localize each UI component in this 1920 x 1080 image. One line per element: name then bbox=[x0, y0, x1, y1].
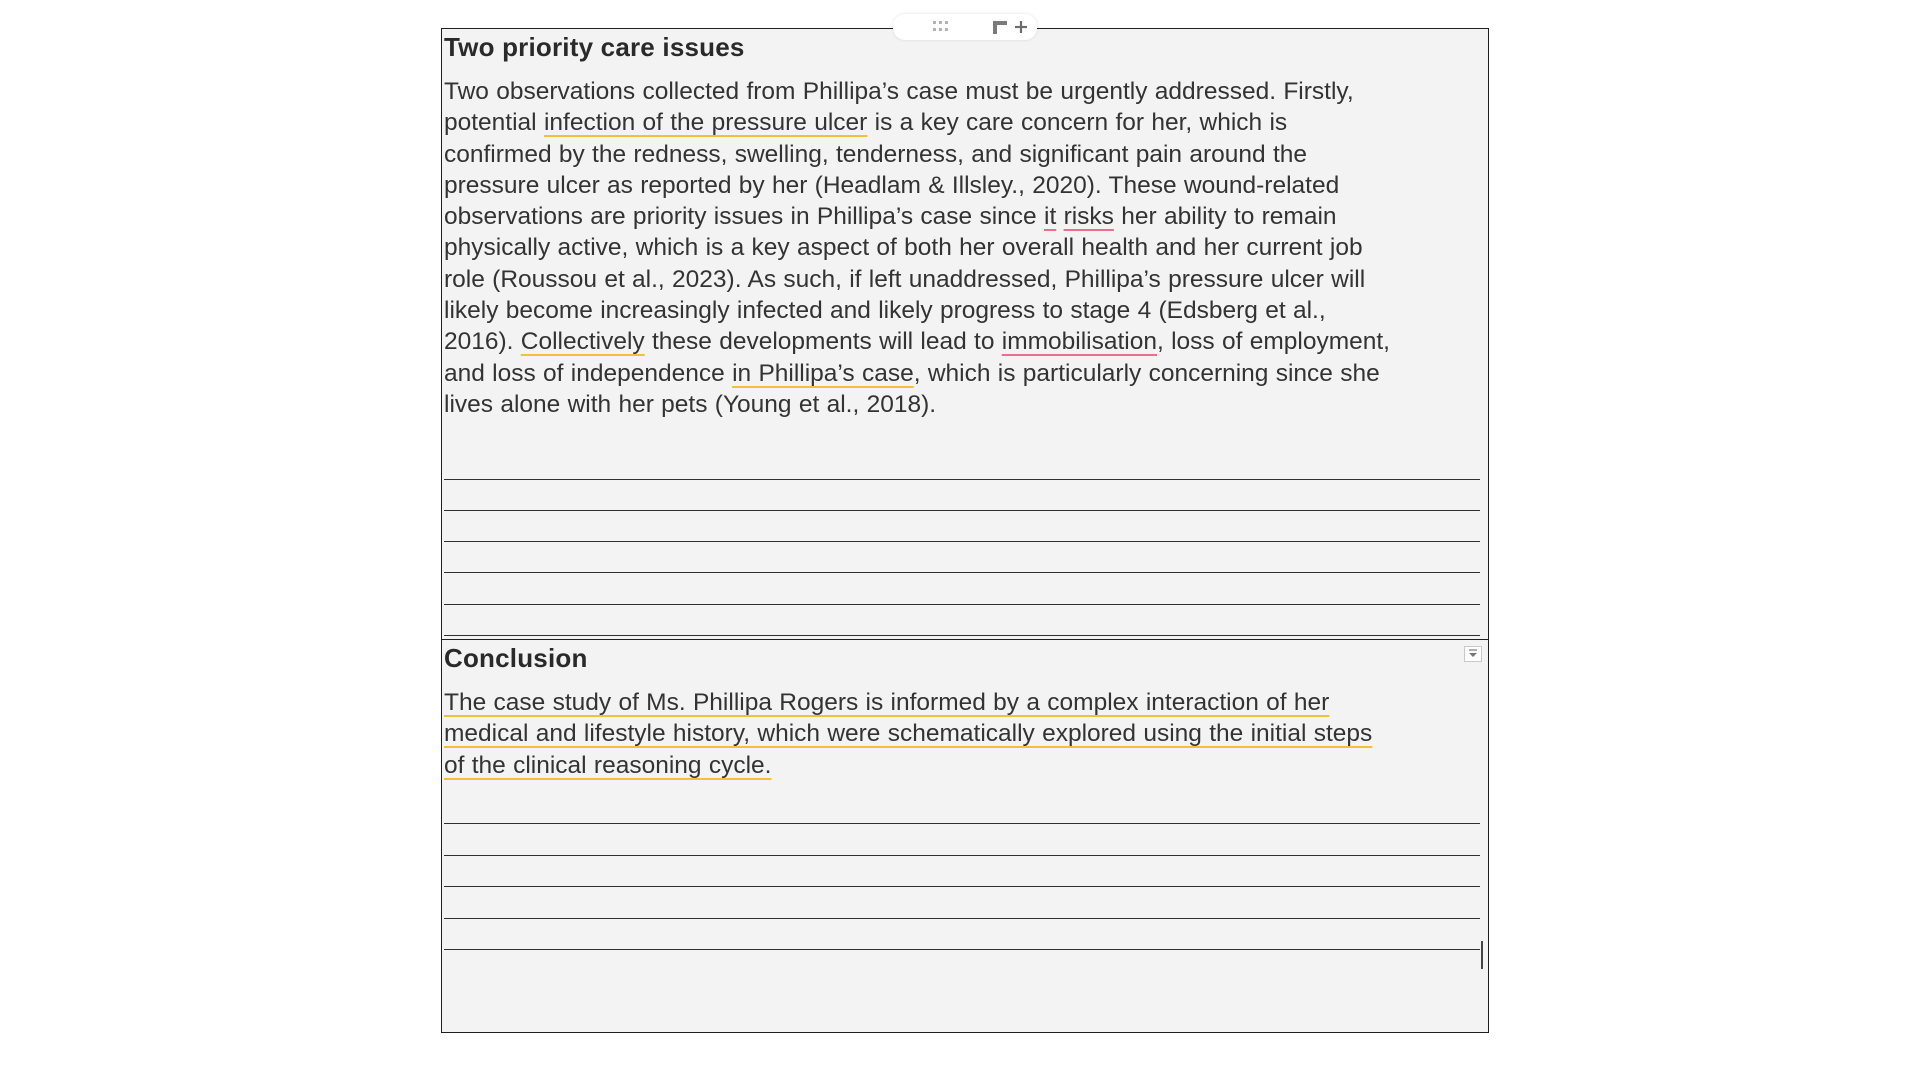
text-run: Two observations collected from Phillipa’s case must be urgently addressed. Firstly, potential bbox=[444, 78, 1354, 137]
answer-line[interactable] bbox=[444, 887, 1480, 919]
grammar-flagged-text[interactable]: The case study of Ms. Phillipa Rogers is informed by a complex interaction of her medical and lifestyle history, which were schematically explored using the initial steps of the clinical reasoning cycle. bbox=[444, 689, 1373, 779]
document-table bbox=[441, 28, 1489, 1033]
answer-line[interactable] bbox=[444, 919, 1480, 951]
spelling-flagged-text[interactable]: immobilisation bbox=[1001, 328, 1157, 356]
cell-options-button[interactable] bbox=[1464, 646, 1482, 662]
answer-line[interactable] bbox=[444, 605, 1480, 636]
text-run: , which is particularly concerning since she lives alone with her pets (Young et al., 2018). bbox=[444, 359, 1380, 418]
text-cursor bbox=[1481, 941, 1483, 969]
blank-answer-lines[interactable] bbox=[444, 793, 1482, 951]
answer-line[interactable] bbox=[444, 793, 1480, 825]
table-layout-icon[interactable] bbox=[993, 21, 1007, 34]
spelling-flagged-text[interactable]: it bbox=[1044, 203, 1057, 231]
priority-paragraph[interactable] bbox=[444, 76, 1482, 420]
answer-line[interactable] bbox=[444, 542, 1480, 573]
text-run: her ability to remain physically active, which is a key aspect of both her overall health and her current job role (Roussou et al., 2023). As such, if left unaddressed, Phillipa’s pressure ulcer will likely become increasingly infected and likely progress to stage 4 (Edsberg et al., 2016). bbox=[444, 203, 1366, 356]
text-run: these developments will lead to bbox=[644, 328, 1002, 356]
answer-line[interactable] bbox=[444, 511, 1480, 542]
answer-line[interactable] bbox=[444, 856, 1480, 888]
section-heading-priority: Two priority care issues bbox=[444, 32, 745, 62]
text-run bbox=[1056, 203, 1063, 230]
grammar-flagged-text[interactable]: in Phillipa’s case bbox=[732, 359, 914, 387]
spelling-flagged-text[interactable]: risks bbox=[1063, 203, 1114, 231]
drag-handle-icon[interactable] bbox=[933, 21, 951, 33]
grammar-flagged-text[interactable]: Collectively bbox=[520, 328, 645, 356]
answer-line[interactable] bbox=[444, 824, 1480, 856]
text-run: is a key care concern for her, which is confirmed by the redness, swelling, tenderness, and significant pain around the pressure ulcer as reported by her (Headlam & Illsley., 2020). These wound-related observations are priority issues in Phillipa’s case since bbox=[444, 109, 1340, 231]
blank-answer-lines[interactable] bbox=[444, 448, 1482, 636]
conclusion-paragraph[interactable] bbox=[444, 687, 1482, 781]
text-run: , loss of employment, and loss of independence bbox=[444, 328, 1390, 387]
conclusion-cell[interactable] bbox=[442, 639, 1488, 1032]
dropdown-arrow-icon bbox=[1465, 647, 1481, 661]
answer-line[interactable] bbox=[444, 448, 1480, 479]
answer-line[interactable] bbox=[444, 480, 1480, 511]
priority-issues-cell[interactable] bbox=[442, 29, 1488, 639]
table-toolbar bbox=[893, 14, 1037, 40]
grammar-flagged-text[interactable]: infection of the pressure ulcer bbox=[543, 109, 868, 137]
answer-line[interactable] bbox=[444, 573, 1480, 604]
section-heading-conclusion: Conclusion bbox=[444, 643, 588, 673]
plus-icon[interactable] bbox=[1013, 19, 1029, 35]
